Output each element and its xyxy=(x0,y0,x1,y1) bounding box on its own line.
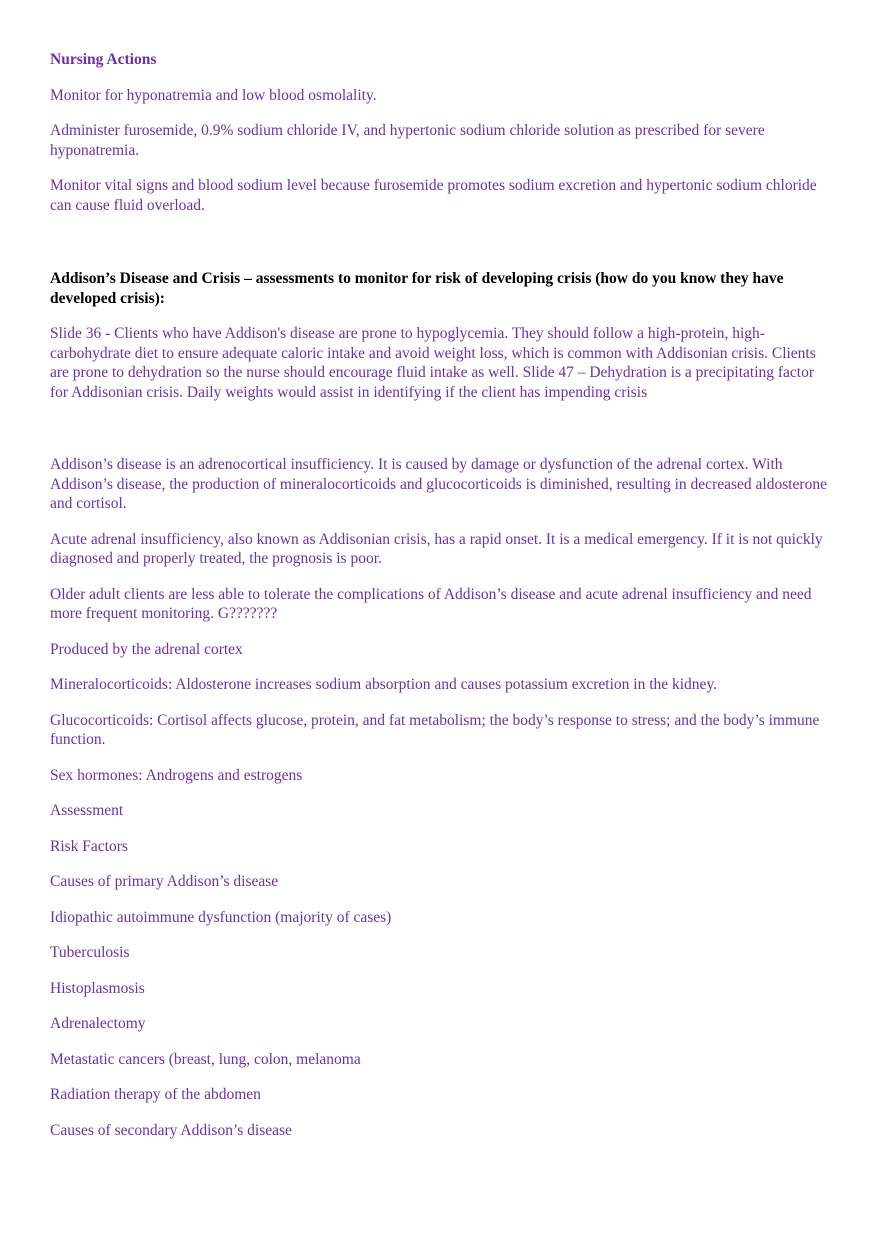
paragraph: Acute adrenal insufficiency, also known as Addisonian crisis, has a rapid onset. It is a medical emergency. If it is not quickly diagnosed and properly treated, the prognosis is poor. xyxy=(50,530,823,567)
paragraph: Monitor vital signs and blood sodium level because furosemide promotes sodium excretion and hypertonic sodium chloride can cause fluid overload. xyxy=(50,177,817,214)
paragraph: Administer furosemide, 0.9% sodium chloride IV, and hypertonic sodium chloride solution as prescribed for severe hyponatremia. xyxy=(50,122,765,159)
paragraph: Glucocorticoids: Cortisol affects glucose, protein, and fat metabolism; the body’s response to stress; and the body’s immune function. xyxy=(50,711,820,748)
paragraph: Tuberculosis xyxy=(50,944,130,961)
paragraph: Causes of primary Addison’s disease xyxy=(50,873,279,890)
paragraph: Radiation therapy of the abdomen xyxy=(50,1086,261,1103)
paragraph: Assessment xyxy=(50,802,124,819)
document-page xyxy=(50,50,832,1156)
paragraph: Risk Factors xyxy=(50,837,128,855)
paragraph: Produced by the adrenal cortex xyxy=(50,640,243,658)
slide-note-paragraph: Slide 36 - Clients who have Addison's disease are prone to hypoglycemia. They should follow a high-protein, high-carbohydrate diet to ensure adequate caloric intake and avoid weight loss, which is common with Addisonian crisis. Clients are prone to dehydration so the nurse should encourage fluid intake as well. Slide 47 – Dehydration is a precipitating factor for Addisonian crisis. Daily weights would assist in identifying if the client has impending crisis xyxy=(50,325,816,401)
paragraph: Addison’s disease is an adrenocortical insufficiency. It is caused by damage or dysfunction of the adrenal cortex. With Addison’s disease, the production of mineralocorticoids and glucocorticoids is diminished, resulting in decreased aldosterone and cortisol. xyxy=(50,456,827,512)
paragraph: Mineralocorticoids: Aldosterone increases sodium absorption and causes potassium excretion in the kidney. xyxy=(50,676,718,693)
paragraph: Histoplasmosis xyxy=(50,979,145,997)
paragraph: Sex hormones: Androgens and estrogens xyxy=(50,766,303,784)
addisons-crisis-heading: Addison’s Disease and Crisis – assessments to monitor for risk of developing crisis (how do you know they have developed crisis): xyxy=(50,270,784,307)
paragraph: Idiopathic autoimmune dysfunction (majority of cases) xyxy=(50,908,392,926)
paragraph: Monitor for hyponatremia and low blood osmolality. xyxy=(50,86,377,104)
paragraph: Causes of secondary Addison’s disease xyxy=(50,1121,292,1139)
nursing-actions-heading: Nursing Actions xyxy=(50,51,157,68)
paragraph: Older adult clients are less able to tolerate the complications of Addison’s disease and acute adrenal insufficiency and need more frequent monitoring. G??????? xyxy=(50,585,812,622)
paragraph: Metastatic cancers (breast, lung, colon, melanoma xyxy=(50,1050,361,1068)
paragraph: Adrenalectomy xyxy=(50,1015,146,1032)
